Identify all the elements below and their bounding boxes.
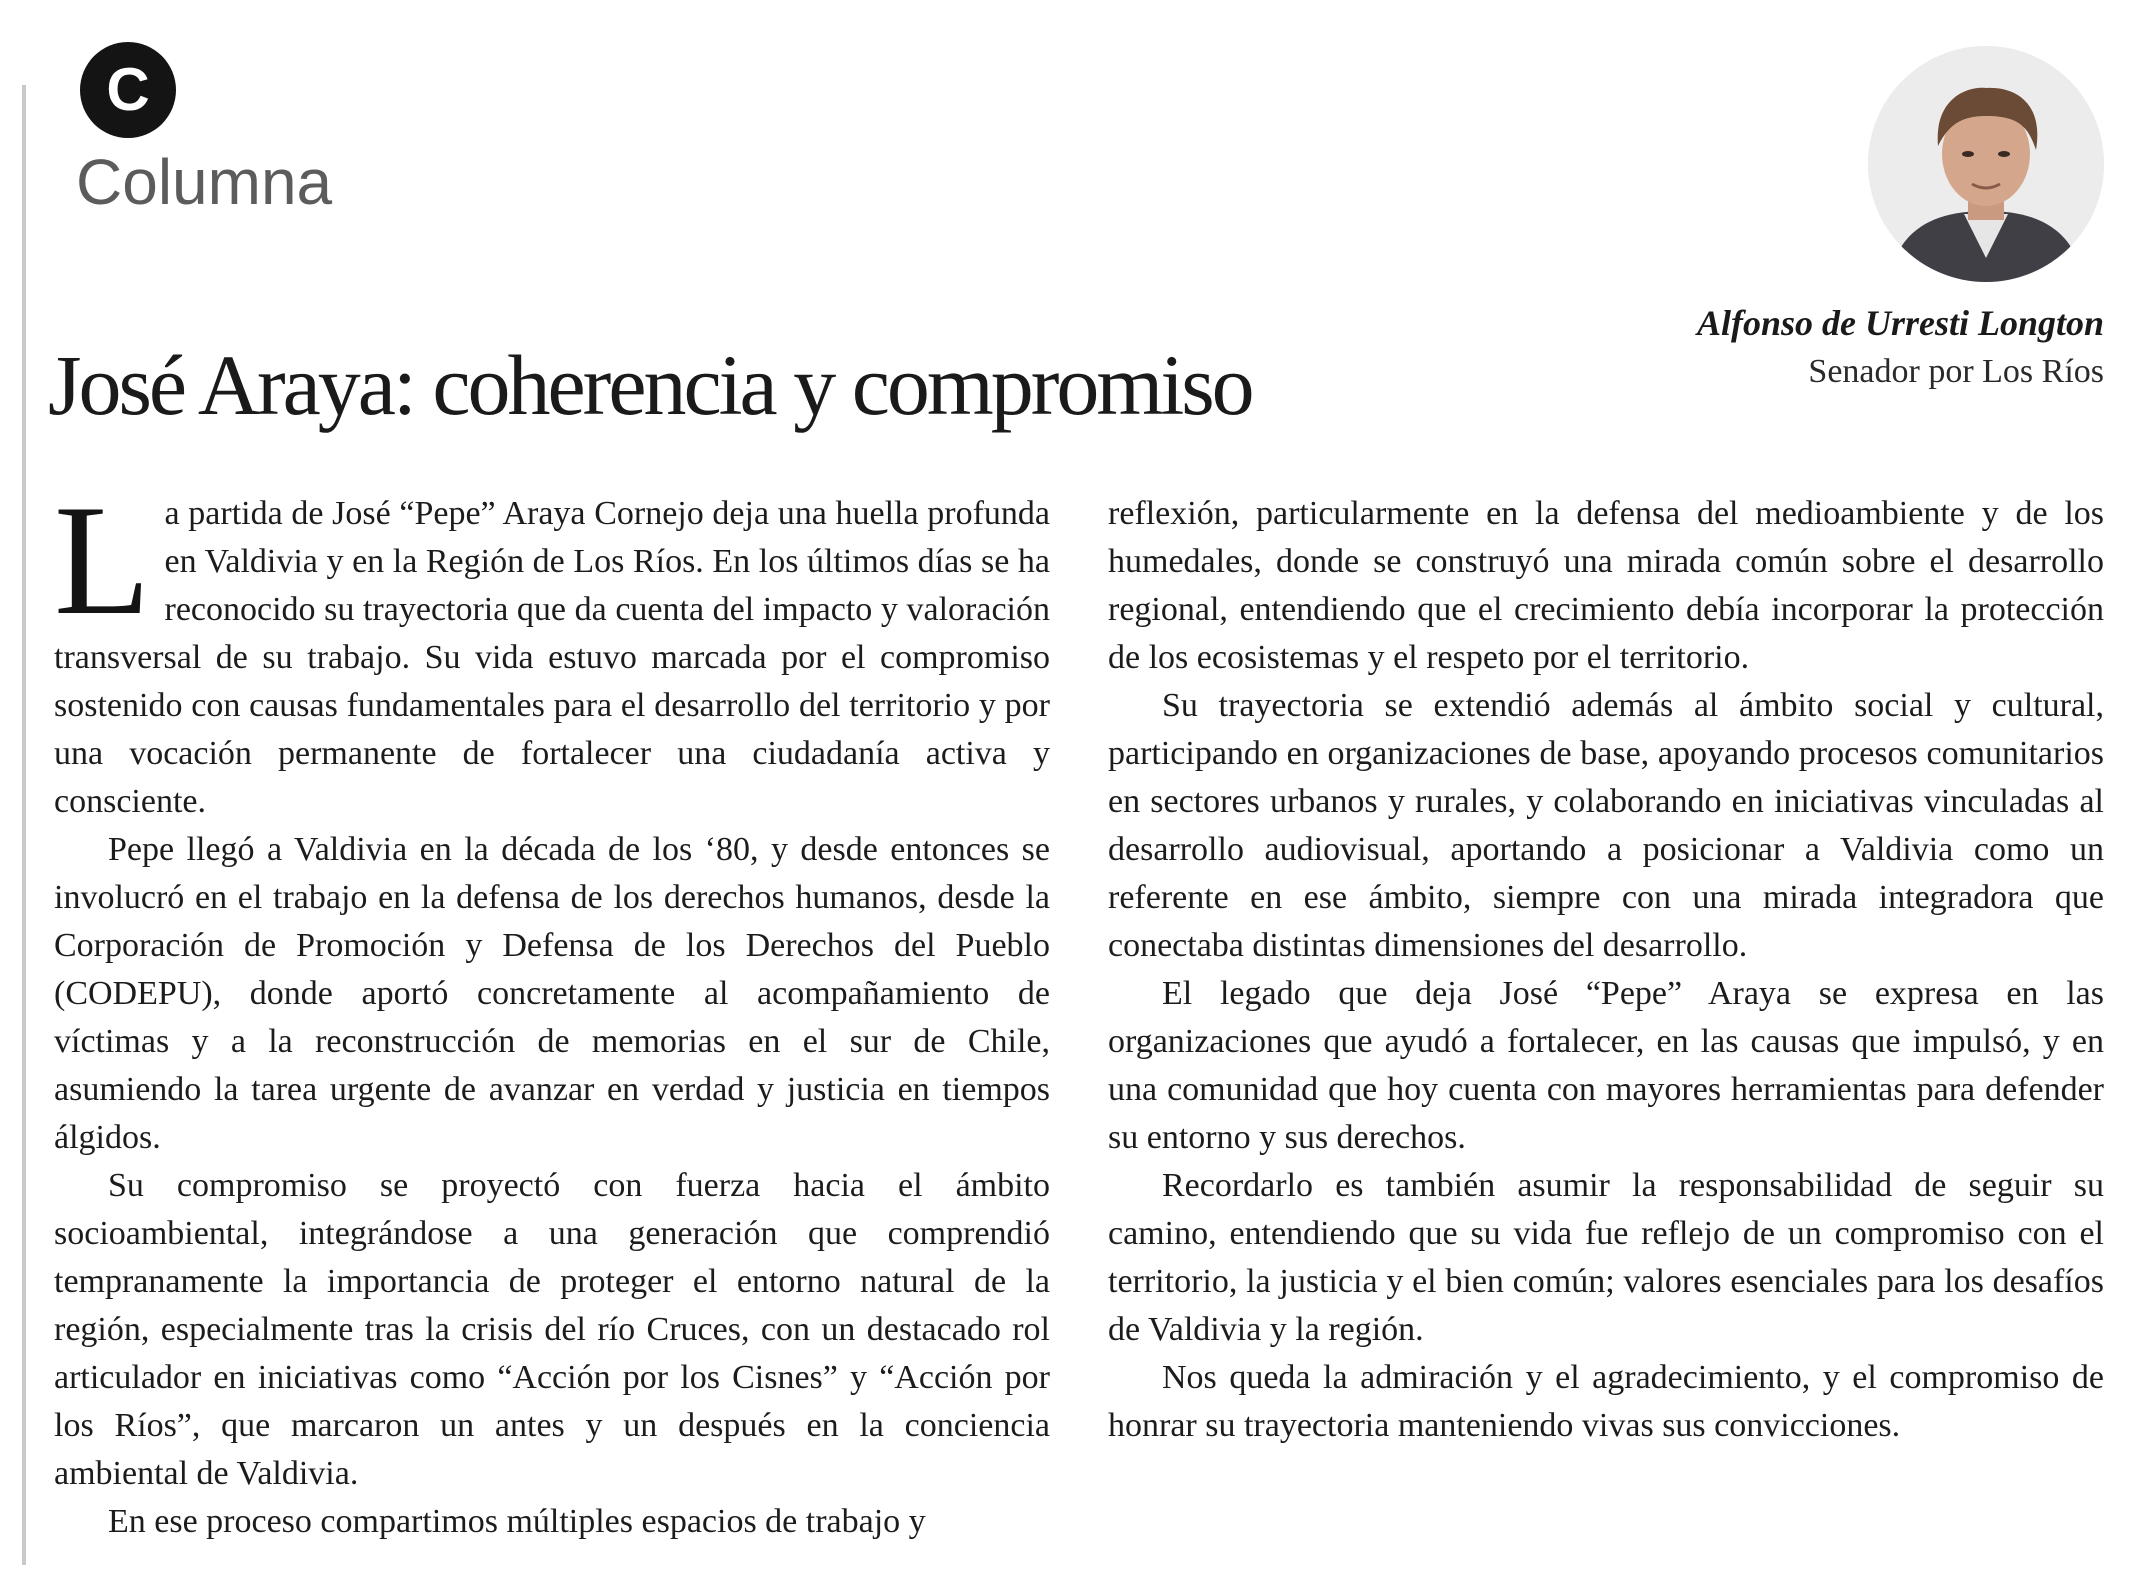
author-photo-icon [1868,46,2104,282]
author-role: Senador por Los Ríos [1808,353,2104,390]
drop-cap: L [54,473,151,648]
author-portrait [1868,46,2104,282]
article-paragraph: Su trayectoria se extendió además al ámbito social y cultural, participando en organizaciones de base, apoyando procesos comunitarios en sectores urbanos y rurales, y colaborando en iniciativas vinculadas al desarrollo audiovisual, aportando a posicionar a Valdivia como un referente en ese ámbito, siempre con una mirada integradora que conectaba distintas dimensiones del desarrollo. [1108,687,2104,964]
page-left-rule [22,85,26,1565]
article-paragraph: El legado que deja José “Pepe” Araya se expresa en las organizaciones que ayudó a fortalecer, en las causas que impulsó, y en una comunidad que hoy cuenta con mayores herramientas para defender su entorno y sus derechos. [1108,975,2104,1156]
article-paragraph: Recordarlo es también asumir la responsabilidad de seguir su camino, entendiendo que su vida fue reflejo de un compromiso con el territorio, la justicia y el bien común; valores esenciales para los desafíos de Valdivia y la región. [1108,1167,2104,1348]
section-badge: C [80,42,176,138]
section-label: Columna [76,146,333,218]
article-paragraph: Pepe llegó a Valdivia en la década de los ‘80, y desde entonces se involucró en el trabajo en la defensa de los derechos humanos, desde la Corporación de Promoción y Defensa de los Derechos del Pueblo (CODEPU), donde aportó concretamente al acompañamiento de víctimas y a la reconstrucción de memorias en el sur de Chile, asumiendo la tarea urgente de avanzar en verdad y justicia en tiempos álgidos. [54,831,1050,1156]
article-column-left [54,473,1050,1546]
article-paragraph: En ese proceso compartimos múltiples espacios de trabajo y [108,1503,926,1540]
author-name: Alfonso de Urresti Longton [1696,303,2104,343]
article-column-right [1108,490,2104,1450]
article-paragraph: La partida de José “Pepe” Araya Cornejo deja una huella profunda en Valdivia y en la Región de Los Ríos. En los últimos días se ha reconocido su trayectoria que da cuenta del impacto y valoración transversal de su trabajo. Su vida estuvo marcada por el compromiso sostenido con causas fundamentales para el desarrollo del territorio y por una vocación permanente de fortalecer una ciudadanía activa y consciente. [54,473,1050,820]
article-paragraph-continued: reflexión, particularmente en la defensa del medioambiente y de los humedales, donde se construyó una mirada común sobre el desarrollo regional, entendiendo que el crecimiento debía incorporar la protección de los ecosistemas y el respeto por el territorio. [1108,495,2104,676]
article-headline: José Araya: coherencia y compromiso [48,337,1252,433]
article-paragraph: Nos queda la admiración y el agradecimiento, y el compromiso de honrar su trayectoria manteniendo vivas sus convicciones. [1108,1359,2104,1444]
article-paragraph: Su compromiso se proyectó con fuerza hacia el ámbito socioambiental, integrándose a una generación que comprendió tempranamente la importancia de proteger el entorno natural de la región, especialmente tras la crisis del río Cruces, con un destacado rol articulador en iniciativas como “Acción por los Cisnes” y “Acción por los Ríos”, que marcaron un antes y un después en la conciencia ambiental de Valdivia. [54,1167,1050,1492]
